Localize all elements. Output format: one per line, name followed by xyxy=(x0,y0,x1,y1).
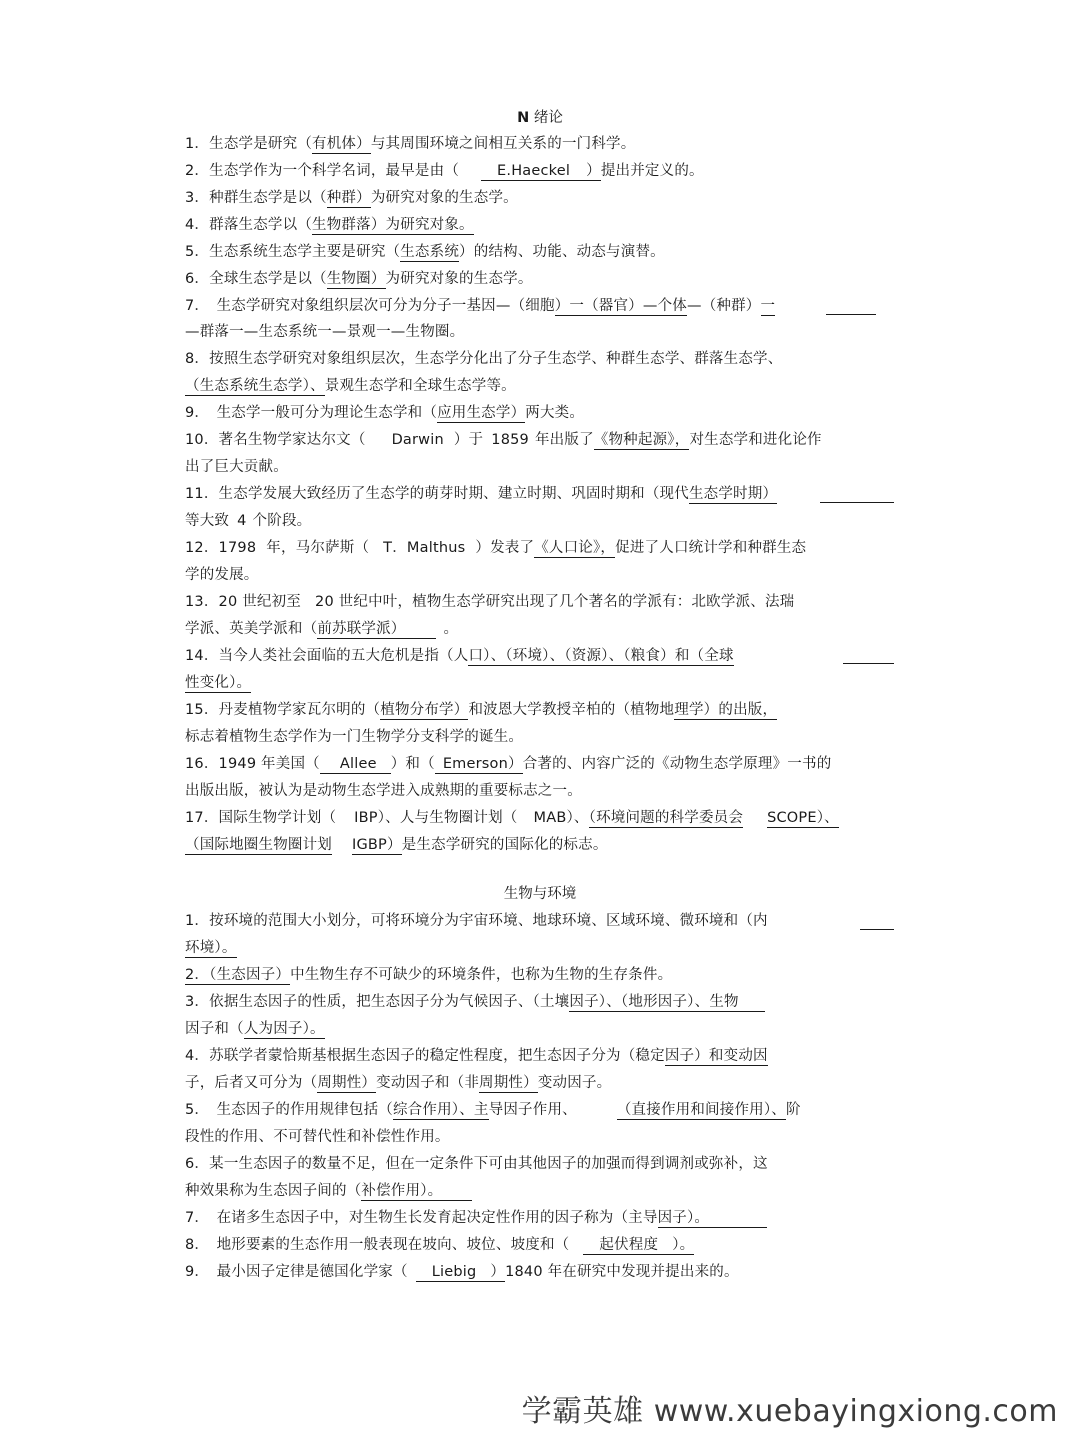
text: 11．生态学发展大致经历了生态学的萌芽时期、建立时期、巩固时期和（现代 xyxy=(185,486,689,502)
title-mark: N xyxy=(517,110,530,126)
text: 8．按照生态学研究对象组织层次，生态学分化出了分子生态学、种群生态学、群落生态学、 xyxy=(185,351,783,367)
text: 17．国际生物学计划（ xyxy=(185,810,337,826)
s2-q5 xyxy=(185,1100,801,1120)
section-title-environment xyxy=(0,884,1080,904)
q13 xyxy=(185,592,794,612)
answer: IGBP） xyxy=(352,837,402,853)
text: 16．1949 年美国（ xyxy=(185,756,320,772)
title-text: 生物与环境 xyxy=(503,886,577,902)
text: ）为研究对象。 xyxy=(370,217,474,233)
q12-cont xyxy=(185,565,259,585)
text: 9． 生态学一般可分为理论生态学和（ xyxy=(185,405,438,421)
answer: 人为因子）。 xyxy=(243,1021,325,1037)
s2-q2 xyxy=(185,965,672,985)
text: 20 世纪中叶，植物生态学研究出现了几个著名的学派有：北欧学派、法瑞 xyxy=(315,594,795,610)
text: 3．依据生态因子的性质，把生态因子分为气候因子、（土壤 xyxy=(185,994,570,1010)
q10-cont xyxy=(185,457,288,477)
text: ）的结构、功能、动态与演替。 xyxy=(459,244,665,260)
q9 xyxy=(185,403,584,423)
answer: —个体 xyxy=(642,298,687,314)
q14 xyxy=(185,646,734,666)
answer: 有机体） xyxy=(312,136,371,152)
text: 个阶段。 xyxy=(252,513,312,529)
answer: 口）、（环 xyxy=(468,648,528,664)
text: 因子和（ xyxy=(185,1021,244,1037)
answer: Darwin xyxy=(391,432,444,448)
q17 xyxy=(185,808,839,828)
s2-q6 xyxy=(185,1154,768,1174)
answer: SCOPE）、 xyxy=(767,810,839,826)
s2-q3 xyxy=(185,992,765,1012)
answer: 综合作用）、主 xyxy=(392,1102,489,1118)
text: 年，马尔萨斯（ xyxy=(266,540,370,556)
answer: 应用生态学） xyxy=(437,405,526,421)
answer: 因子）、（ xyxy=(569,994,629,1010)
s2-q3-cont xyxy=(185,1019,325,1039)
q4 xyxy=(185,215,474,235)
text: 一 xyxy=(760,298,776,314)
blank-line xyxy=(826,314,876,315)
text: 5． 生态因子的作用规律包括（ xyxy=(185,1102,393,1118)
answer: 生态学时期） xyxy=(688,486,778,502)
text: 促进了人口统计学和种群生态 xyxy=(615,540,807,556)
text: 1．生态学是研究（ xyxy=(185,136,313,152)
answer: 生物圈） xyxy=(326,271,386,287)
answer: 补偿作用）。 xyxy=(361,1183,472,1201)
text: 两大类。 xyxy=(525,405,585,421)
text: 与其周围环境之间相互关系的一门科学。 xyxy=(370,136,636,152)
answer: Allee xyxy=(320,756,391,774)
text: 1．按环境的范围大小划分，可将环境分为宇宙环境、地球环境、区域环境、微环境和（内 xyxy=(185,913,768,929)
q14-cont xyxy=(185,673,251,693)
s2-q9 xyxy=(185,1262,739,1282)
answer: 境）、（资 xyxy=(527,648,587,664)
q7 xyxy=(185,296,775,316)
text: 4 xyxy=(237,513,247,529)
text: ） xyxy=(578,163,601,181)
text: 为研究对象的生态学。 xyxy=(370,190,518,206)
text: ） xyxy=(490,1264,506,1280)
q16-cont xyxy=(185,781,582,801)
q8-cont xyxy=(185,376,516,396)
answer: 周期性） xyxy=(479,1075,538,1091)
text: 等大致 xyxy=(185,513,230,529)
text: 年出版了 xyxy=(534,432,594,448)
q8 xyxy=(185,349,782,369)
blank-line xyxy=(860,929,894,930)
text: 5．生态系统生态学主要是研究（ xyxy=(185,244,401,260)
answer: ） xyxy=(628,298,643,314)
text: 12．1798 xyxy=(185,540,257,556)
blank-line xyxy=(843,663,894,664)
text: 14．当今人类社会面临的五大危机是指（人 xyxy=(185,648,469,664)
text: 1859 xyxy=(491,432,529,448)
answer: Liebig xyxy=(416,1264,491,1282)
text: 6．全球生态学是以（ xyxy=(185,271,327,287)
s2-q1 xyxy=(185,911,768,931)
answer: 性变化）。 xyxy=(185,675,252,691)
answer: （生态系统生态学）、 xyxy=(185,378,325,394)
q15-cont xyxy=(185,727,523,747)
answer: 生态系统 xyxy=(400,244,460,260)
text: 变动因子和（非 xyxy=(376,1075,480,1091)
text: 出版出版，被认为是动物生态学进入成熟期的重要标志之一。 xyxy=(185,783,582,799)
answer: Emerson） xyxy=(435,756,523,774)
q11 xyxy=(185,484,777,504)
text: ）于 xyxy=(453,432,484,448)
text: 1840 年在研究中发现并提出来的。 xyxy=(505,1264,739,1280)
s2-q4 xyxy=(185,1046,768,1066)
answer: ）一（器官 xyxy=(554,298,629,314)
q17-cont xyxy=(185,835,608,855)
text: 4．群落生态学以（ xyxy=(185,217,313,233)
text: ）发表了 xyxy=(475,540,535,556)
q10 xyxy=(185,430,822,450)
text: 6．某一生态因子的数量不足，但在一定条件下可由其他因子的加强而得到调剂或弥补，这 xyxy=(185,1156,768,1172)
q12 xyxy=(185,538,806,558)
q16 xyxy=(185,754,831,774)
answer: 生物群落 xyxy=(312,217,371,233)
q1 xyxy=(185,134,635,154)
text: 合著的、内容广泛的《动物生态学原理》一书的 xyxy=(522,756,832,772)
answer: （国际地圈生物圈计划 xyxy=(185,837,332,853)
text: 标志着植物生态学作为一门生物学分支科学的诞生。 xyxy=(185,729,524,745)
text: ）和（ xyxy=(390,756,435,772)
answer: 环境）。 xyxy=(185,940,237,956)
text: 导因子作用、 xyxy=(488,1102,577,1118)
q6 xyxy=(185,269,533,289)
text: 10．著名生物学家达尔文（ xyxy=(185,432,366,448)
text: 4．苏联学者蒙恰斯基根据生态因子的稳定性程度，把生态因子分为（稳定 xyxy=(185,1048,665,1064)
s2-q6-cont xyxy=(185,1181,472,1201)
text: 学的发展。 xyxy=(185,567,259,583)
q15 xyxy=(185,700,777,720)
text: 学派、英美学派和（ xyxy=(185,621,318,637)
answer: 因子）和变动因 xyxy=(664,1048,768,1064)
title-text: 绪论 xyxy=(533,110,563,126)
answer: 《物种起源》， xyxy=(593,432,690,448)
answer: 起伏程度 xyxy=(583,1237,672,1255)
text: 为研究对象的生态学。 xyxy=(385,271,533,287)
answer: 周期性） xyxy=(317,1075,377,1091)
answer: （环境问题的科学委员会 xyxy=(588,810,744,826)
blank-line xyxy=(820,502,894,503)
q13-cont xyxy=(185,619,458,639)
text: 7． 生态学研究对象组织层次可分为分子一基因—（细胞 xyxy=(185,298,555,314)
q11-cont xyxy=(185,511,311,531)
watermark: 学霸英雄 www.xuebayingxiong.com xyxy=(521,1394,1058,1429)
answer: 食）和（全球 xyxy=(645,648,734,664)
answer: 因子）。 xyxy=(658,1210,768,1228)
answer: 《人口论》， xyxy=(534,540,616,556)
text: 中生物生存不可缺少的环境条件，也称为生物的生存条件。 xyxy=(290,967,673,983)
text: ）。 xyxy=(672,1237,695,1253)
section-title-intro xyxy=(0,108,1080,128)
text: 提出并定义的。 xyxy=(600,163,704,179)
answer: T．Malthus xyxy=(383,540,466,556)
s2-q4-cont xyxy=(185,1073,611,1093)
text: 种效果称为生态因子间的（ xyxy=(185,1183,362,1199)
text: 13．20 世纪初至 xyxy=(185,594,302,610)
text: 变动因子。 xyxy=(537,1075,612,1091)
text: 15．丹麦植物学家瓦尔明的（ xyxy=(185,702,381,718)
q5 xyxy=(185,242,665,262)
text: 是生态学研究的国际化的标志。 xyxy=(401,837,608,853)
text: 子，后者又可分为（ xyxy=(185,1075,318,1091)
q3 xyxy=(185,188,518,208)
answer: 理学）的出版， xyxy=(674,702,778,718)
s2-q8 xyxy=(185,1235,694,1255)
answer: 2．（生态因子） xyxy=(185,967,291,983)
answer: 种群） xyxy=(326,190,371,206)
answer: 前苏联学派） xyxy=(317,621,435,639)
text: 8． 地形要素的生态作用一般表现在坡向、坡位、坡度和（ xyxy=(185,1237,570,1253)
text: 2．生态学作为一个科学名词，最早是由（ xyxy=(185,163,460,179)
answer: E.Haeckel xyxy=(481,163,578,181)
text: 7． 在诸多生态因子中，对生物生长发育起决定性作用的因子称为（主导 xyxy=(185,1210,658,1226)
s2-q7 xyxy=(185,1208,767,1228)
text: 。 xyxy=(443,621,459,637)
answer: 地形因子）、生物 xyxy=(628,994,764,1012)
text: 9． 最小因子定律是德国化学家（ xyxy=(185,1264,408,1280)
answer: 植物分布学） xyxy=(380,702,469,718)
text: MAB）、 xyxy=(533,810,589,826)
text: 阶 xyxy=(786,1102,801,1118)
text: 段性的作用、不可替代性和补偿性作用。 xyxy=(185,1129,450,1145)
answer: 源）、（粮 xyxy=(586,648,646,664)
answer: （直接作用和间接作用）、 xyxy=(616,1102,786,1118)
q7-cont xyxy=(185,322,464,342)
text: 景观生态学和全球生态学等。 xyxy=(324,378,516,394)
text: 对生态学和进化论作 xyxy=(689,432,822,448)
s2-q1-cont xyxy=(185,938,237,958)
text: —（种群） xyxy=(687,298,761,314)
q2 xyxy=(185,161,704,181)
s2-q5-cont xyxy=(185,1127,450,1147)
text: 和波恩大学教授辛柏的（植物地 xyxy=(468,702,675,718)
text: 3．种群生态学是以（ xyxy=(185,190,327,206)
text: IBP）、人与生物圈计划（ xyxy=(354,810,518,826)
text: —群落一—生态系统一—景观一—生物圈。 xyxy=(185,324,465,340)
text: 出了巨大贡献。 xyxy=(185,459,288,475)
